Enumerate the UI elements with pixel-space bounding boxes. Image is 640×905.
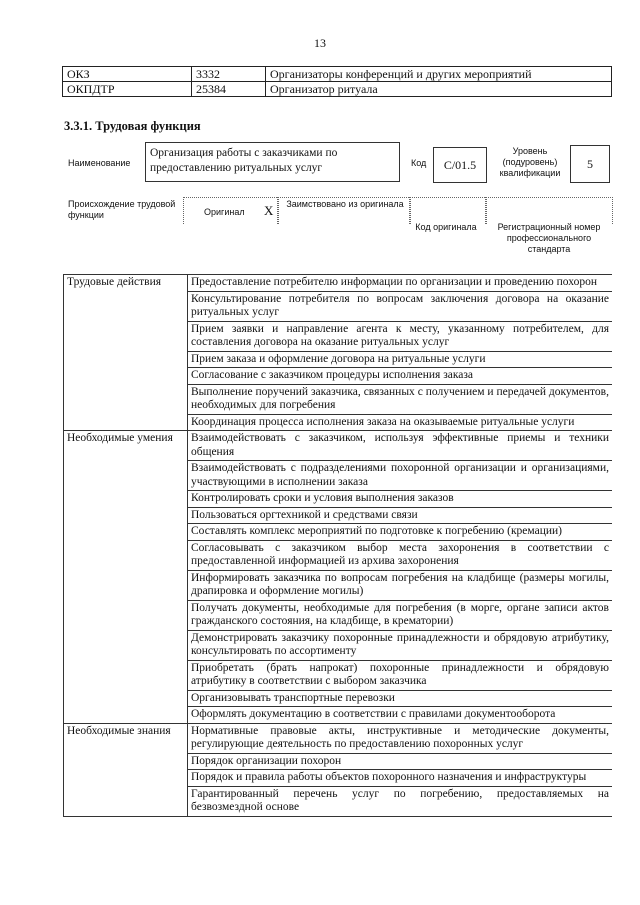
level-box: 5 — [570, 145, 610, 183]
category-cell — [64, 660, 188, 690]
list-item: Предоставление потребителю информации по организации и проведению похорон — [188, 275, 613, 292]
category-cell — [64, 384, 188, 414]
list-item: Согласовывать с заказчиком выбор места захоронения в соответствии с предоставленной информацией из архива захоронения — [188, 540, 613, 570]
category-cell — [64, 524, 188, 541]
category-cell — [64, 461, 188, 491]
borrowed-cell — [277, 197, 411, 224]
table-row — [64, 723, 613, 753]
function-details-table — [63, 274, 612, 817]
table-row — [64, 321, 613, 351]
category-cell — [64, 321, 188, 351]
table-row — [64, 461, 613, 491]
original-cell — [183, 197, 279, 224]
function-name-box: Организация работы с заказчиками по предоставлению ритуальных услуг — [145, 142, 400, 182]
category-cell — [64, 351, 188, 368]
table-row — [64, 414, 613, 431]
original-code-cell — [409, 197, 487, 224]
original-mark: X — [264, 203, 274, 218]
list-item: Взаимодействовать с подразделениями похоронной организации и организациями, участвующими в исполнении заказа — [188, 461, 613, 491]
code-name: ОКЗ — [63, 67, 192, 82]
code-row — [63, 82, 612, 97]
code-row — [63, 67, 612, 82]
category-cell — [64, 291, 188, 321]
table-row — [64, 630, 613, 660]
code-name: ОКПДТР — [63, 82, 192, 97]
origin-label: Происхождение трудовой функции — [68, 199, 176, 220]
table-row — [64, 753, 613, 770]
list-item: Организовывать транспортные перевозки — [188, 690, 613, 707]
code-label: Код — [411, 158, 427, 168]
table-row — [64, 351, 613, 368]
list-item: Демонстрировать заказчику похоронные принадлежности и обрядовую атрибутику, консультировать по ассортименту — [188, 630, 613, 660]
table-row — [64, 770, 613, 787]
list-item: Выполнение поручений заказчика, связанных с получением и передачей документов, необходимых для погребения — [188, 384, 613, 414]
category-cell — [64, 753, 188, 770]
list-item: Координация процесса исполнения заказа на оказываемые ритуальные услуги — [188, 414, 613, 431]
table-row — [64, 291, 613, 321]
category-label: Необходимые умения — [64, 431, 188, 461]
list-item: Консультирование потребителя по вопросам заключения договора на оказание ритуальных услуг — [188, 291, 613, 321]
category-cell — [64, 414, 188, 431]
list-item: Прием заявки и направление агента к месту, указанному потребителем, для составления договора на оказание ритуальных услуг — [188, 321, 613, 351]
list-item: Согласование с заказчиком процедуры исполнения заказа — [188, 368, 613, 385]
function-code-box: C/01.5 — [433, 147, 487, 183]
category-cell — [64, 368, 188, 385]
origin-row — [183, 197, 611, 225]
category-cell — [64, 630, 188, 660]
category-cell — [64, 540, 188, 570]
list-item: Пользоваться оргтехникой и средствами связи — [188, 507, 613, 524]
table-row — [64, 600, 613, 630]
table-row — [64, 491, 613, 508]
table-row — [64, 524, 613, 541]
page-number: 13 — [314, 36, 326, 50]
table-row — [64, 507, 613, 524]
list-item: Получать документы, необходимые для погребения (в морге, органе записи актов гражданского состояния, на кладбище, в крематории) — [188, 600, 613, 630]
borrowed-label: Заимствовано из оригинала — [286, 199, 404, 209]
category-cell — [64, 507, 188, 524]
table-row — [64, 660, 613, 690]
category-cell — [64, 707, 188, 724]
table-row — [64, 431, 613, 461]
code-title: Организатор ритуала — [266, 82, 612, 97]
category-cell — [64, 770, 188, 787]
list-item: Взаимодействовать с заказчиком, используя эффективные приемы и техники общения — [188, 431, 613, 461]
list-item: Составлять комплекс мероприятий по подготовке к погребению (кремации) — [188, 524, 613, 541]
table-row — [64, 384, 613, 414]
section-title: 3.3.1. Трудовая функция — [64, 119, 201, 133]
code-value: 25384 — [192, 82, 266, 97]
list-item: Гарантированный перечень услуг по погребению, предоставляемых на безвозмездной основе — [188, 786, 613, 816]
table-row — [64, 707, 613, 724]
code-value: 3332 — [192, 67, 266, 82]
category-cell — [64, 570, 188, 600]
list-item: Контролировать сроки и условия выполнения заказов — [188, 491, 613, 508]
classifier-codes-table — [62, 66, 612, 97]
original-code-caption: Код оригинала — [415, 222, 477, 232]
code-title: Организаторы конференций и других мероприятий — [266, 67, 612, 82]
category-label: Необходимые знания — [64, 723, 188, 753]
table-row — [64, 786, 613, 816]
category-cell — [64, 786, 188, 816]
list-item: Порядок организации похорон — [188, 753, 613, 770]
name-label: Наименование — [68, 158, 131, 168]
list-item: Нормативные правовые акты, инструктивные и методические документы, регулирующие деятельность по предоставлению похоронных услуг — [188, 723, 613, 753]
list-item: Оформлять документацию в соответствии с правилами документооборота — [188, 707, 613, 724]
registration-number-cell — [485, 197, 613, 224]
table-row — [64, 275, 613, 292]
level-label: Уровень (подуровень) квалификации — [499, 146, 561, 178]
category-label: Трудовые действия — [64, 275, 188, 292]
category-cell — [64, 491, 188, 508]
list-item: Порядок и правила работы объектов похоронного назначения и инфраструктуры — [188, 770, 613, 787]
original-label: Оригинал — [204, 207, 245, 217]
category-cell — [64, 690, 188, 707]
table-row — [64, 570, 613, 600]
registration-number-caption: Регистрационный номер профессионального стандарта — [497, 222, 601, 254]
category-cell — [64, 600, 188, 630]
table-row — [64, 690, 613, 707]
list-item: Информировать заказчика по вопросам погребения на кладбище (размеры могилы, драпировка и оформление могилы) — [188, 570, 613, 600]
list-item: Прием заказа и оформление договора на ритуальные услуги — [188, 351, 613, 368]
table-row — [64, 368, 613, 385]
table-row — [64, 540, 613, 570]
list-item: Приобретать (брать напрокат) похоронные принадлежности и обрядовую атрибутику в соответствии с выбором заказчика — [188, 660, 613, 690]
